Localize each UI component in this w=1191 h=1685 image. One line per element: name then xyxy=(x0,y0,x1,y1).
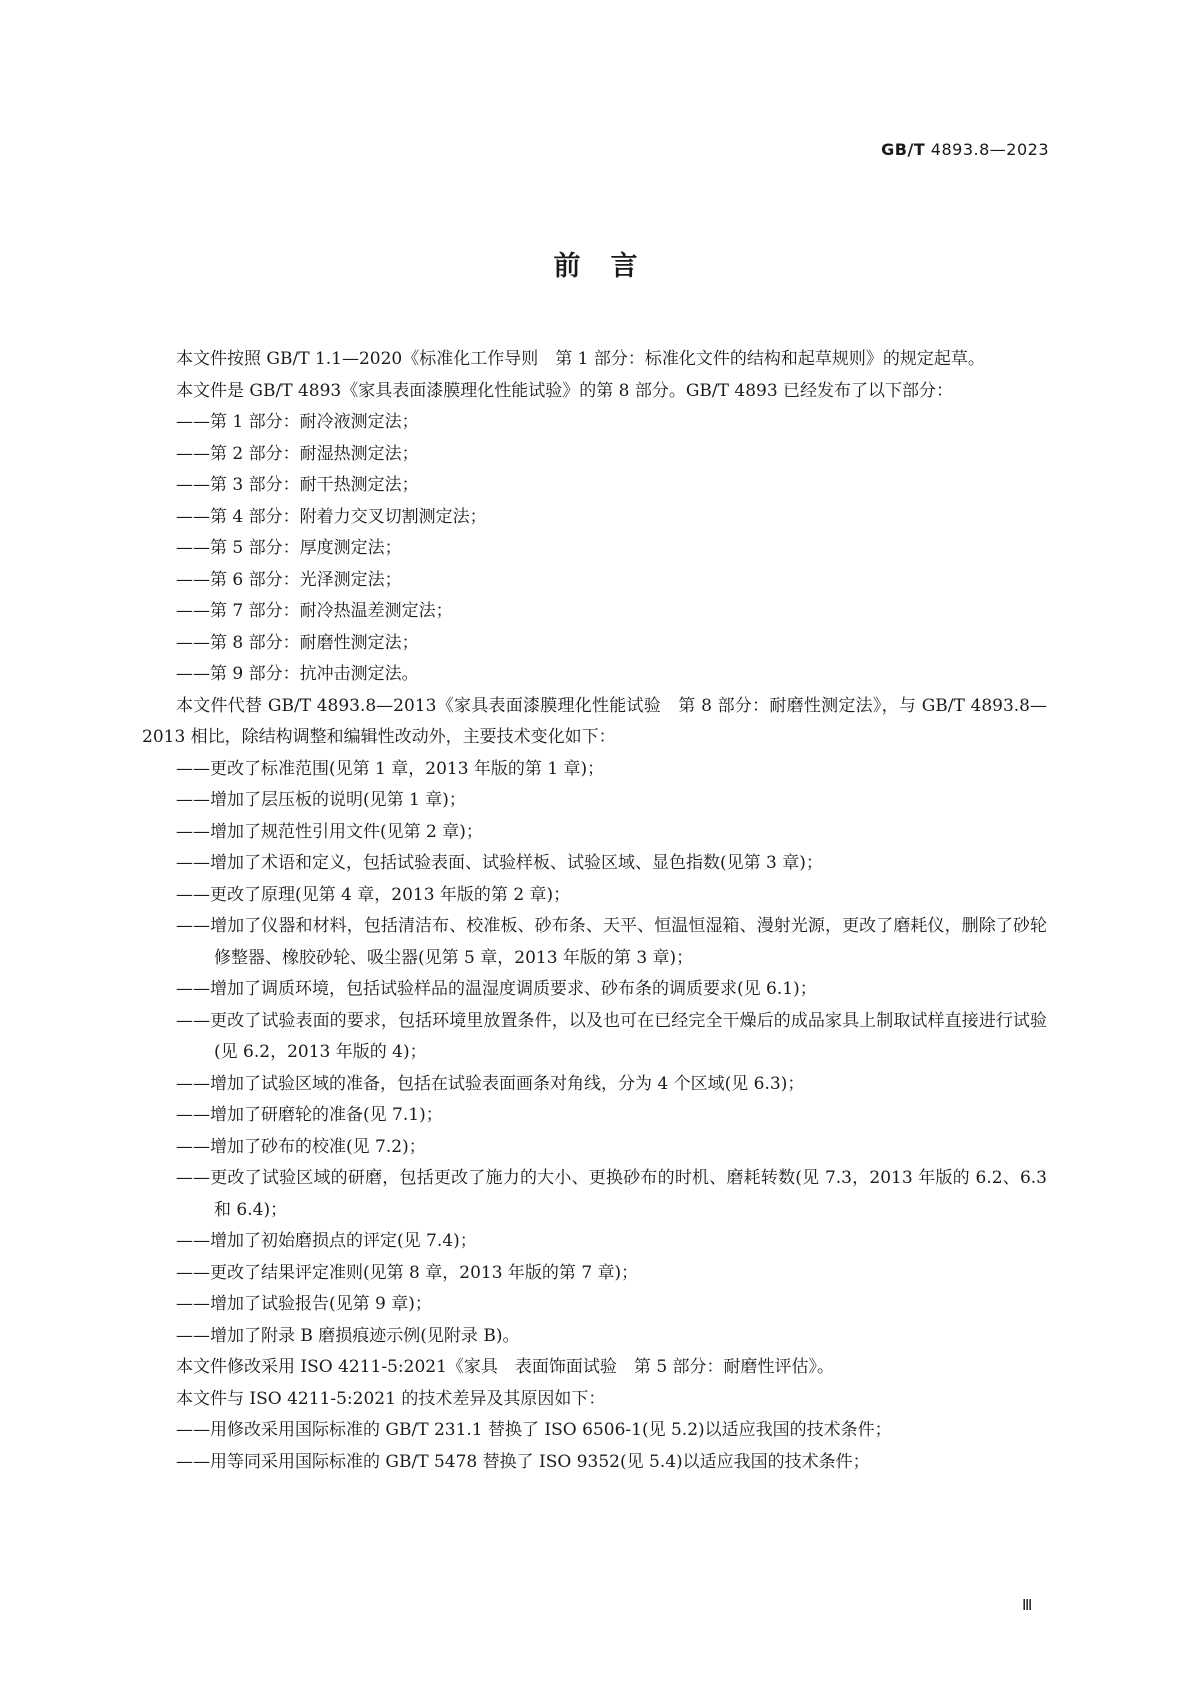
paragraph: 本文件按照 GB/T 1.1—2020《标准化工作导则 第 1 部分：标准化文件的结构和起草规则》的规定起草。 xyxy=(176,349,985,369)
body-text xyxy=(142,344,1047,1478)
list-item: ——增加了调质环境，包括试验样品的温湿度调质要求、砂布条的调质要求(见 6.1)； xyxy=(176,979,817,999)
list-item: ——用修改采用国际标准的 GB/T 231.1 替换了 ISO 6506-1(见 5.2)以适应我国的技术条件； xyxy=(176,1420,892,1440)
paragraph: 本文件修改采用 ISO 4211-5:2021《家具 表面饰面试验 第 5 部分：耐磨性评估》。 xyxy=(176,1357,835,1377)
list-item: ——第 3 部分：耐干热测定法； xyxy=(176,475,419,495)
list-item: ——增加了规范性引用文件(见第 2 章)； xyxy=(176,821,483,842)
page-title: 前言 xyxy=(553,251,668,282)
list-item: ——增加了术语和定义，包括试验表面、试验样板、试验区域、显色指数(见第 3 章)； xyxy=(176,853,823,873)
std-code: GB/T xyxy=(881,140,926,159)
list-item: ——增加了研磨轮的准备(见 7.1)； xyxy=(176,1105,443,1125)
list-item: ——增加了层压板的说明(见第 1 章)； xyxy=(176,790,466,810)
list-item: ——第 4 部分：附着力交叉切割测定法； xyxy=(176,506,487,527)
list-item: ——第 8 部分：耐磨性测定法； xyxy=(176,632,419,653)
list-item: ——更改了结果评定准则(见第 8 章，2013 年版的第 7 章)； xyxy=(176,1262,639,1283)
page-number: Ⅲ xyxy=(1022,1596,1033,1614)
list-item: ——用等同采用国际标准的 GB/T 5478 替换了 ISO 9352(见 5.4)以适应我国的技术条件； xyxy=(176,1451,870,1472)
paragraph: 本文件与 ISO 4211-5:2021 的技术差异及其原因如下： xyxy=(176,1388,606,1409)
list-item: ——增加了初始磨损点的评定(见 7.4)； xyxy=(176,1231,477,1251)
list-item: ——第 5 部分：厚度测定法； xyxy=(176,538,402,558)
list-item: ——第 6 部分：光泽测定法； xyxy=(176,569,402,590)
list-item: ——增加了试验区域的准备，包括在试验表面画条对角线，分为 4 个区域(见 6.3)； xyxy=(176,1073,805,1094)
list-item: ——增加了附录 B 磨损痕迹示例(见附录 B)。 xyxy=(176,1325,520,1346)
list-item: ——第 2 部分：耐湿热测定法； xyxy=(176,443,419,464)
list-item: ——增加了仪器和材料，包括清洁布、校准板、砂布条、天平、恒温恒湿箱、漫射光源，更改了磨耗仪，删除了砂轮修整器、橡胶砂轮、吸尘器(见第 5 章，2013 年版的第 3 章)； xyxy=(176,916,1047,968)
list-item: ——更改了试验表面的要求，包括环境里放置条件，以及也可在已经完全干燥后的成品家具上制取试样直接进行试验(见 6.2，2013 年版的 4)； xyxy=(176,1010,1047,1062)
list-item: ——增加了砂布的校准(见 7.2)； xyxy=(176,1136,426,1157)
list-item: ——增加了试验报告(见第 9 章)； xyxy=(176,1294,432,1314)
list-item: ——更改了原理(见第 4 章，2013 年版的第 2 章)； xyxy=(176,884,571,905)
std-number: 4893.8—2023 xyxy=(930,140,1049,159)
paragraph: 本文件是 GB/T 4893《家具表面漆膜理化性能试验》的第 8 部分。GB/T 4893 已经发布了以下部分： xyxy=(176,380,954,401)
list-item: ——更改了标准范围(见第 1 章，2013 年版的第 1 章)； xyxy=(176,758,605,779)
paragraph: 本文件代替 GB/T 4893.8—2013《家具表面漆膜理化性能试验 第 8 部分：耐磨性测定法》，与 GB/T 4893.8—2013 相比，除结构调整和编辑性改动外，主要技术变化如下： xyxy=(142,695,1047,747)
list-item: ——第 9 部分：抗冲击测定法。 xyxy=(176,664,419,684)
list-item: ——第 7 部分：耐冷热温差测定法； xyxy=(176,601,453,621)
list-item: ——更改了试验区域的研磨，包括更改了施力的大小、更换砂布的时机、磨耗转数(见 7.3，2013 年版的 6.2、6.3 和 6.4)； xyxy=(176,1168,1047,1220)
list-item: ——第 1 部分：耐冷液测定法； xyxy=(176,412,419,432)
standard-number xyxy=(881,140,1049,159)
